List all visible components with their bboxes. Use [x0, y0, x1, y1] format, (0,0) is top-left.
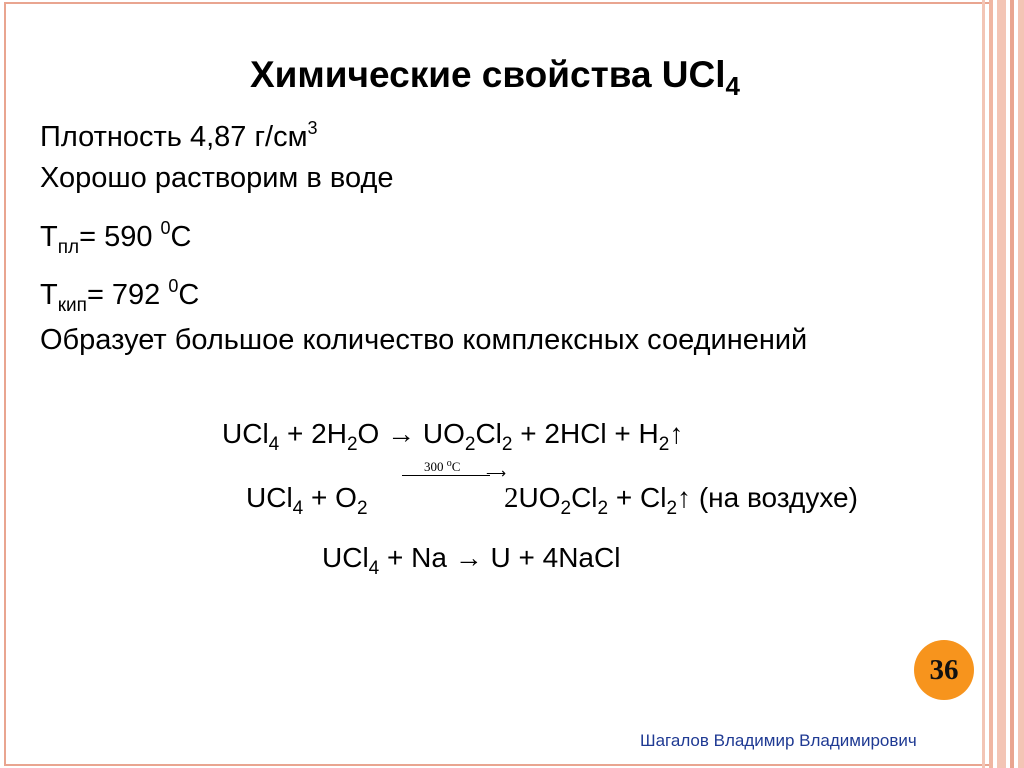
- right-decor-stripe: [997, 0, 1006, 768]
- density-line: [40, 118, 318, 154]
- reaction-part: Cl: [571, 482, 598, 513]
- melting-point-line: [40, 218, 192, 259]
- arrow-head-icon: ⟶: [486, 467, 507, 482]
- reaction-subscript: 4: [292, 498, 304, 519]
- melting-point-degree: 0: [160, 218, 171, 238]
- reaction-condition-label: [424, 458, 460, 475]
- reaction-subscript: 2: [356, 498, 368, 519]
- right-decor-stripe: [982, 0, 985, 768]
- bottom-border-line: [4, 764, 990, 766]
- reaction-condition-arrow: [402, 458, 507, 488]
- reaction-part: + 2H: [279, 418, 347, 449]
- arrow-line: [402, 475, 490, 476]
- reaction-part: + 2HCl + H: [512, 418, 659, 449]
- boiling-point-degree: 0: [168, 276, 179, 296]
- reaction-part: UCl: [222, 418, 269, 449]
- slide-title-text: Химические свойства UCl: [250, 54, 726, 95]
- reaction-reduction: [322, 542, 620, 580]
- top-border-line: [4, 2, 990, 4]
- reaction-subscript: 2: [464, 434, 476, 455]
- reaction-subscript: 2: [346, 434, 358, 455]
- reaction-coefficient: 2: [504, 482, 519, 514]
- page-number-badge: 36: [914, 640, 974, 700]
- density-superscript: 3: [307, 118, 318, 138]
- density-text: Плотность 4,87 г/см: [40, 121, 308, 153]
- boiling-point-value: = 792: [86, 279, 169, 311]
- reaction-subscript: 2: [658, 434, 670, 455]
- reaction-part: UO: [518, 482, 561, 513]
- reaction-subscript: 4: [368, 558, 380, 579]
- reaction-part: + O: [303, 482, 357, 513]
- reaction-subscript: 2: [597, 498, 609, 519]
- right-decor-stripe: [1010, 0, 1014, 768]
- reaction-oxidation-right: [504, 482, 858, 520]
- reaction-part: UCl: [322, 542, 369, 573]
- condition-value: 300: [424, 459, 447, 474]
- condition-degree: o: [446, 458, 452, 469]
- reaction-part: ↑: [669, 418, 684, 449]
- boiling-point-subscript: кип: [57, 295, 87, 316]
- reaction-subscript: 2: [666, 498, 678, 519]
- slide-title: [250, 54, 740, 102]
- boiling-point-line: [40, 276, 199, 317]
- melting-point-value: = 590: [79, 221, 161, 253]
- boiling-point-unit: С: [178, 279, 200, 311]
- reaction-part: + Cl: [608, 482, 667, 513]
- melting-point-symbol: Т: [40, 221, 58, 253]
- boiling-point-symbol: Т: [40, 279, 58, 311]
- solubility-line: Хорошо растворим в воде: [40, 162, 394, 194]
- reaction-hydrolysis: [222, 418, 683, 456]
- melting-point-unit: С: [170, 221, 192, 253]
- reaction-part: Cl: [475, 418, 502, 449]
- reaction-subscript: 2: [501, 434, 513, 455]
- reaction-part: + Na → U + 4NaCl: [379, 542, 621, 573]
- complexes-line: Образует большое количество комплексных соединений: [40, 324, 808, 356]
- condition-unit: C: [451, 459, 461, 474]
- reaction-part: ↑ (на воздухе): [677, 482, 858, 513]
- reaction-subscript: 2: [560, 498, 572, 519]
- reaction-part: UCl: [246, 482, 293, 513]
- reaction-oxidation-left: [246, 482, 368, 520]
- melting-point-subscript: пл: [57, 237, 80, 258]
- reaction-subscript: 4: [268, 434, 280, 455]
- right-decor-stripe: [1018, 0, 1024, 768]
- left-border-line: [4, 2, 6, 766]
- slide-title-subscript: 4: [725, 71, 740, 101]
- reaction-part: O → UO: [357, 418, 465, 449]
- right-decor-stripe: [989, 0, 993, 768]
- author-name: Шагалов Владимир Владимирович: [640, 731, 917, 750]
